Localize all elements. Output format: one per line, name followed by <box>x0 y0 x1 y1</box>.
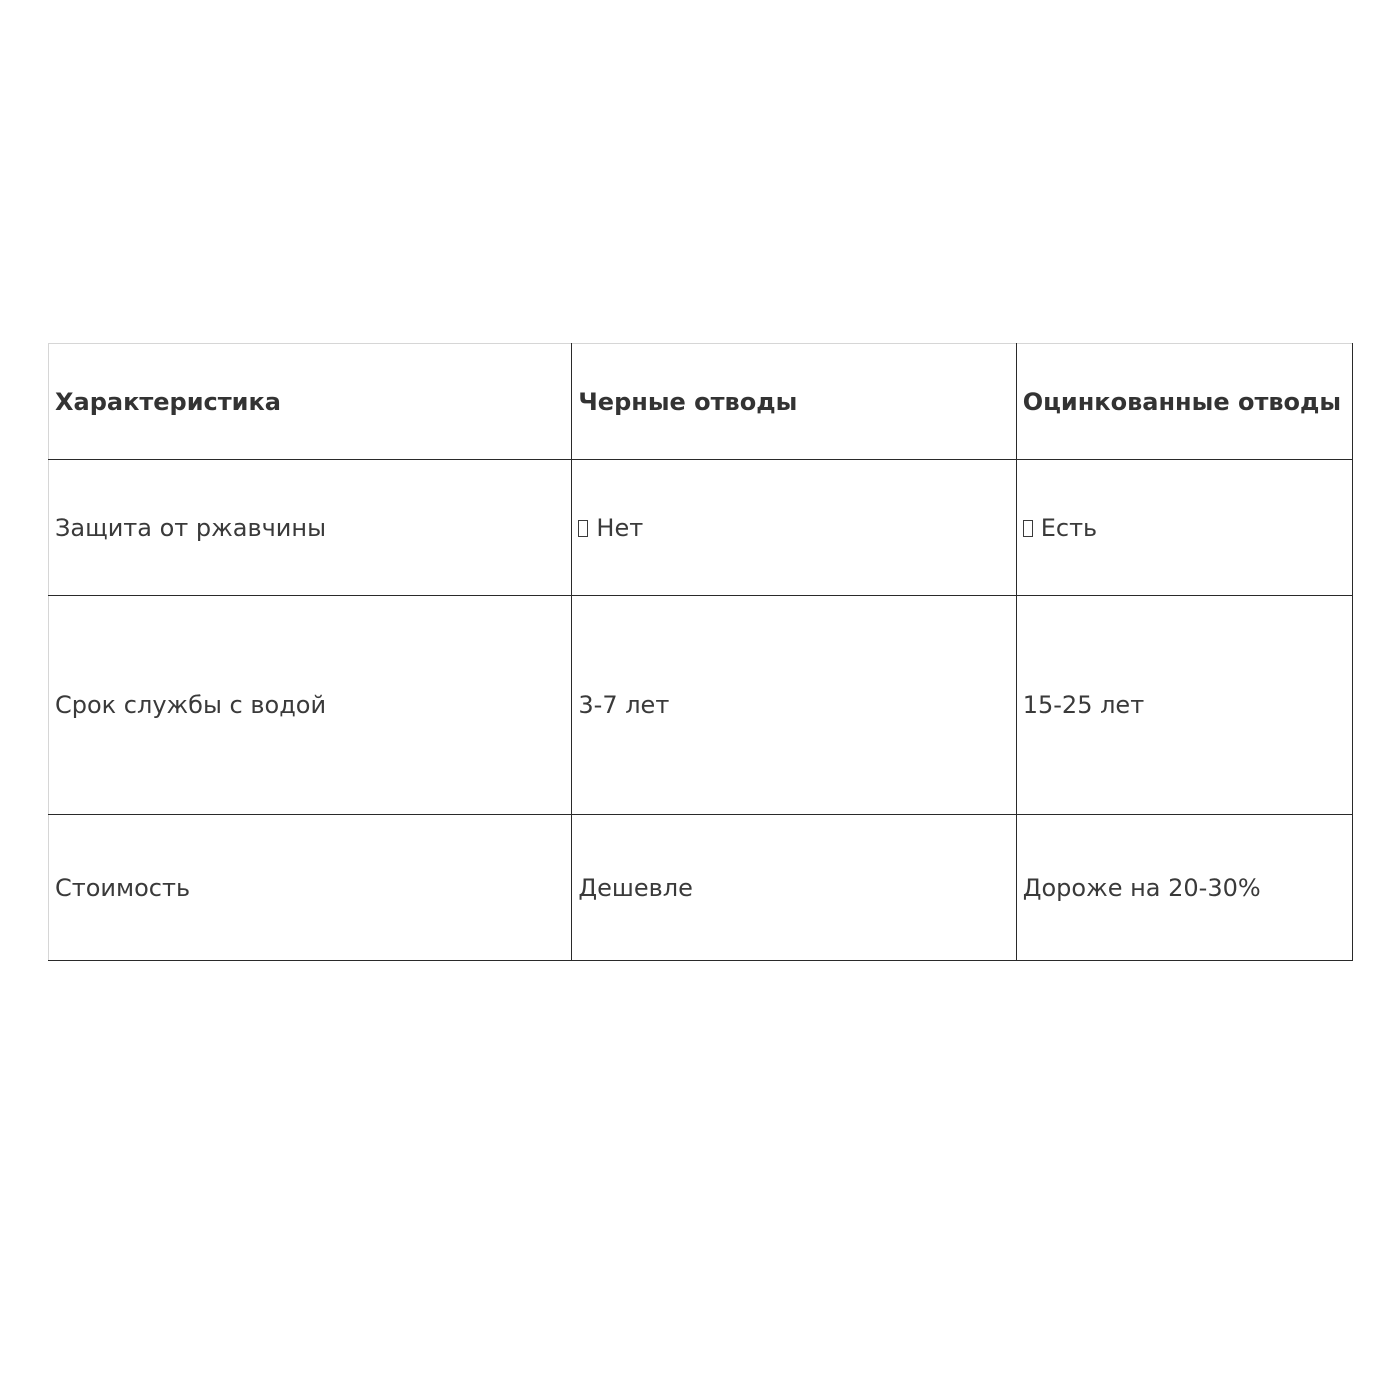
table-row <box>49 460 1353 596</box>
cell-galvanized: Дороже на 20-30% <box>1016 815 1352 961</box>
table-row <box>49 596 1353 815</box>
header-galvanized-elbows: Оцинкованные отводы <box>1016 344 1352 460</box>
cell-galvanized-text: Есть <box>1040 513 1098 542</box>
cell-black: 3-7 лет <box>572 596 1016 815</box>
table-header-row <box>49 344 1353 460</box>
cell-galvanized <box>1016 460 1352 596</box>
comparison-table <box>48 343 1353 961</box>
header-black-elbows: Черные отводы <box>572 344 1016 460</box>
missing-glyph-icon <box>578 520 588 537</box>
cell-galvanized: 15-25 лет <box>1016 596 1352 815</box>
cell-black <box>572 460 1016 596</box>
cell-black-text: Нет <box>596 513 644 542</box>
cell-black: Дешевле <box>572 815 1016 961</box>
table-row <box>49 815 1353 961</box>
cell-characteristic: Стоимость <box>49 815 572 961</box>
header-characteristic: Характеристика <box>49 344 572 460</box>
cell-characteristic: Защита от ржавчины <box>49 460 572 596</box>
cell-characteristic: Срок службы с водой <box>49 596 572 815</box>
missing-glyph-icon <box>1023 520 1033 537</box>
